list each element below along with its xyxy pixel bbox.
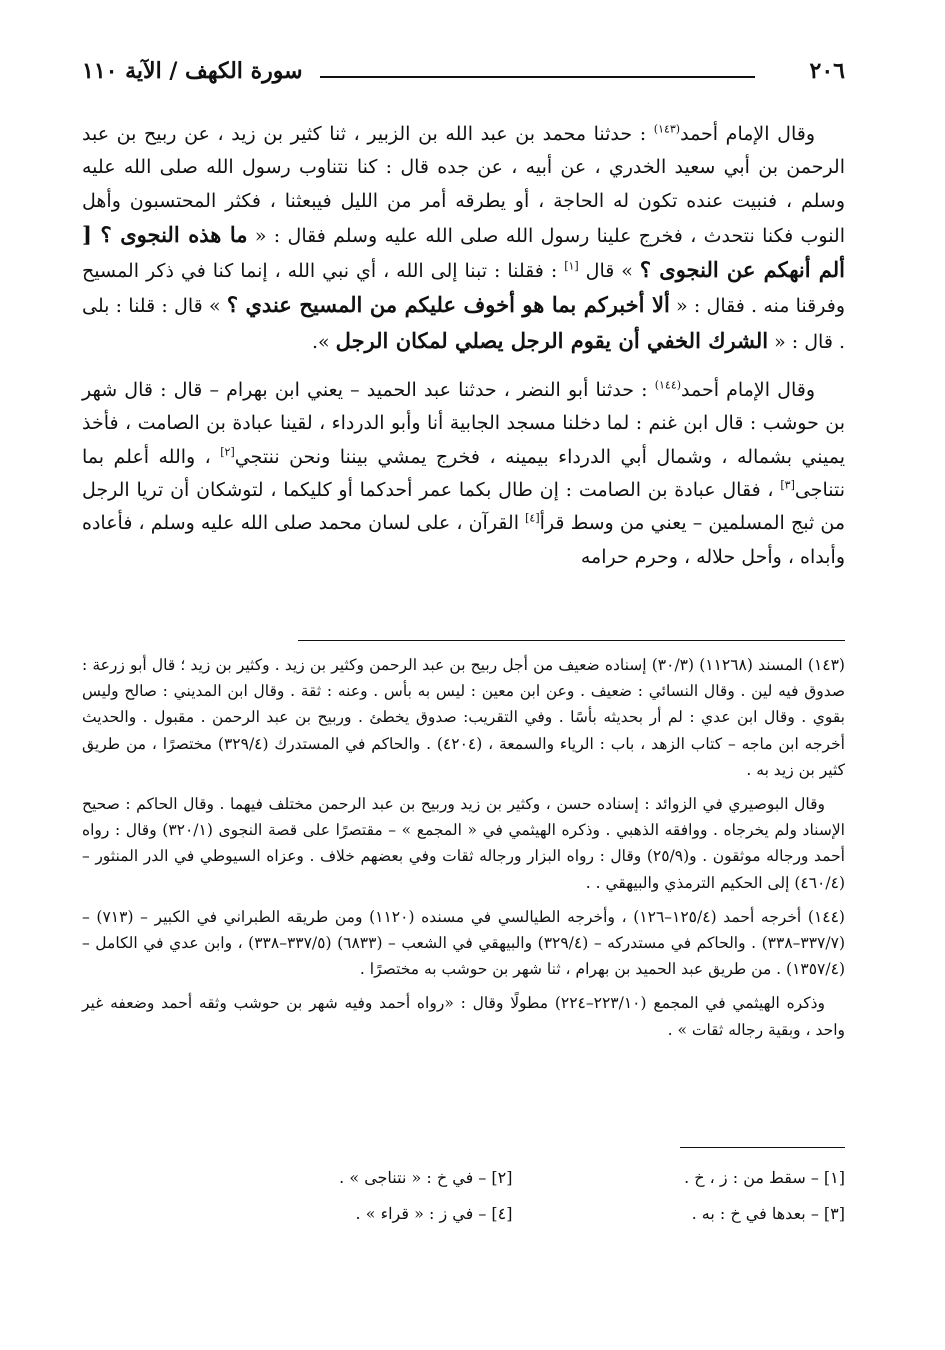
footnote: وقال البوصيري في الزوائد : إسناده حسن ، وكثير بن زيد وربيح بن عبد الرحمن مختلف فيهما . وقال الحاكم : صحيح الإسناد ولم يخرجاه . ووافقه الذهبي . وذكره الهيثمي في « المجمع » – مقتصرًا على قصة النجوى (٣٢٠/١) وقال : رواه أحمد ورجاله موثقون . و(٢٥/٩) وقال : رواه البزار ورجاله ثقات وفي بعضهم خلاف . وعزاه السيوطي في الدر المنثور – (٤٦٠/٤) إلى الحكيم الترمذي والبيهقي . .: [82, 795, 845, 892]
page-number: ٢٠٦: [809, 58, 845, 84]
variant-note: [٣] – بعدها في خ : به .: [691, 1204, 845, 1223]
main-text: [82, 118, 845, 589]
manuscript-variants: [200, 1160, 845, 1232]
footnote-rule: [298, 640, 845, 641]
text-span: » قال: [578, 260, 640, 283]
footnotes: [82, 652, 845, 1051]
paragraph: [82, 118, 845, 359]
paragraph: [82, 374, 845, 574]
text-span: » قال : قلنا : بلى . قال : «: [82, 295, 845, 353]
page-header: [82, 54, 845, 90]
text-span: ».: [311, 330, 336, 353]
text-span: : فقلنا : تبنا إلى الله ، أي نبي الله ، إنما كنا في ذكر المسيح وفرقنا منه . فقال : «: [82, 260, 845, 318]
text-span: : حدثنا أبو النضر ، حدثنا عبد الحميد – يعني ابن بهرام – قال : قال شهر بن حوشب : قال ابن غنم : لما دخلنا مسجد الجابية أنا وأبو الدرداء ، لقينا عبادة بن الصامت ، فأخذ يميني بشماله ، وشمال أبي الدرداء بيمينه ، فخرج يمشي بيننا ونحن ننتجي: [82, 379, 846, 468]
text-span: : حدثنا محمد بن عبد الله بن الزبير ، ثنا كثير بن زيد ، عن ربيح بن عبد الرحمن بن أبي سعيد الخدري ، عن أبيه ، عن جده قال : كنا نتناوب رسول الله صلى الله عليه وسلم ، فنبيت عنده تكون له الحاجة ، أو يطرقه أمر من الليل فيبعثنا ، فكثر المحتسبون وأهل النوب فكنا نتحدث ، فخرج علينا رسول الله صلى الله عليه وسلم فقال : «: [82, 123, 846, 247]
variant-ref: [٢]: [220, 445, 235, 459]
text-span: وقال الإمام أحمد: [681, 379, 816, 402]
variant-ref: [٤]: [525, 511, 540, 525]
footnote: (١٤٣) المسند (١١٢٦٨) (٣٠/٣) إسناده ضعيف من أجل ربيح بن عبد الرحمن وكثير بن زيد . وكثير بن زيد ؛ قال أبو زرعة : صدوق فيه لين . وقال النسائي : ضعيف . وعن ابن معين : ليس به بأس . وعنه : ثقة . وقال ابن المديني : صالح وليس بقوي . وقال ابن عدي : لم أر بحديثه بأسًا . وفي التقريب: صدوق يخطئ . وربيح بن عبد الرحمن . مقبول . والحديث أخرجه ابن ماجه – كتاب الزهد ، باب : الرياء والسمعة ، (٤٢٠٤) . والحاكم في المستدرك (٣٢٩/٤) مختصرًا ، من طريق كثير بن زيد به .: [82, 656, 845, 779]
variant-note: [٢] – في خ : « نتناجى » .: [339, 1168, 513, 1187]
text-span: ، والله أعلم بما نتناجى: [82, 445, 845, 501]
variant-note: [١] – سقط من : ز ، خ .: [684, 1168, 845, 1187]
hadith-quote: ما هذه النجوى ؟ [ ألم أنهكم عن النجوى ؟: [82, 221, 846, 283]
text-span: ، فقال عبادة بن الصامت : إن طال بكما عمر أحدكما أو كليكما ، لتوشكان أن تريا الرجل من ثبج المسلمين – يعني من وسط قرأ: [82, 478, 845, 535]
variant-ref: [٣]: [780, 478, 795, 492]
header-rule: [320, 76, 755, 78]
variant-note: [٤] – في ز : « قراء » .: [355, 1204, 513, 1223]
footnote: وذكره الهيثمي في المجمع (٢٢٣/١٠–٢٢٤) مطولًا وقال : «رواه أحمد وفيه شهر بن حوشب وثقه أحمد وضعفه غير واحد ، وبقية رجاله ثقات » .: [82, 994, 845, 1039]
text-span: القرآن ، على لسان محمد صلى الله عليه وسلم ، فأعاده وأبداه ، وأحل حلاله ، وحرم حرامه: [82, 512, 845, 568]
variants-rule: [680, 1147, 845, 1148]
variant-ref: [١]: [564, 259, 579, 273]
hadith-quote: ألا أخبركم بما هو أخوف عليكم من المسيح عندي ؟: [226, 292, 670, 318]
text-span: وقال الإمام أحمد: [680, 123, 815, 145]
footnote: (١٤٤) أخرجه أحمد (١٢٥/٤–١٢٦) ، وأخرجه الطيالسي في مسنده (١١٢٠) ومن طريقه الطبراني في الكبير – (٧١٣) – (٣٣٧/٧–٣٣٨) . والحاكم في مستدركه – (٣٢٩/٤) والبيهقي في الشعب – (٦٨٣٣) (٣٣٧/٥–٣٣٨) ، وابن عدي في الكامل – (١٣٥٧/٤) . من طريق عبد الحميد بن بهرام ، ثنا شهر بن حوشب به مختصرًا .: [82, 907, 845, 979]
hadith-quote: الشرك الخفي أن يقوم الرجل يصلي لمكان الرجل: [335, 327, 769, 353]
running-title: سورة الكهف / الآية ١١٠: [82, 58, 303, 84]
footnote-ref: (١٤٣): [653, 122, 681, 136]
footnote-ref: (١٤٤): [654, 378, 682, 392]
